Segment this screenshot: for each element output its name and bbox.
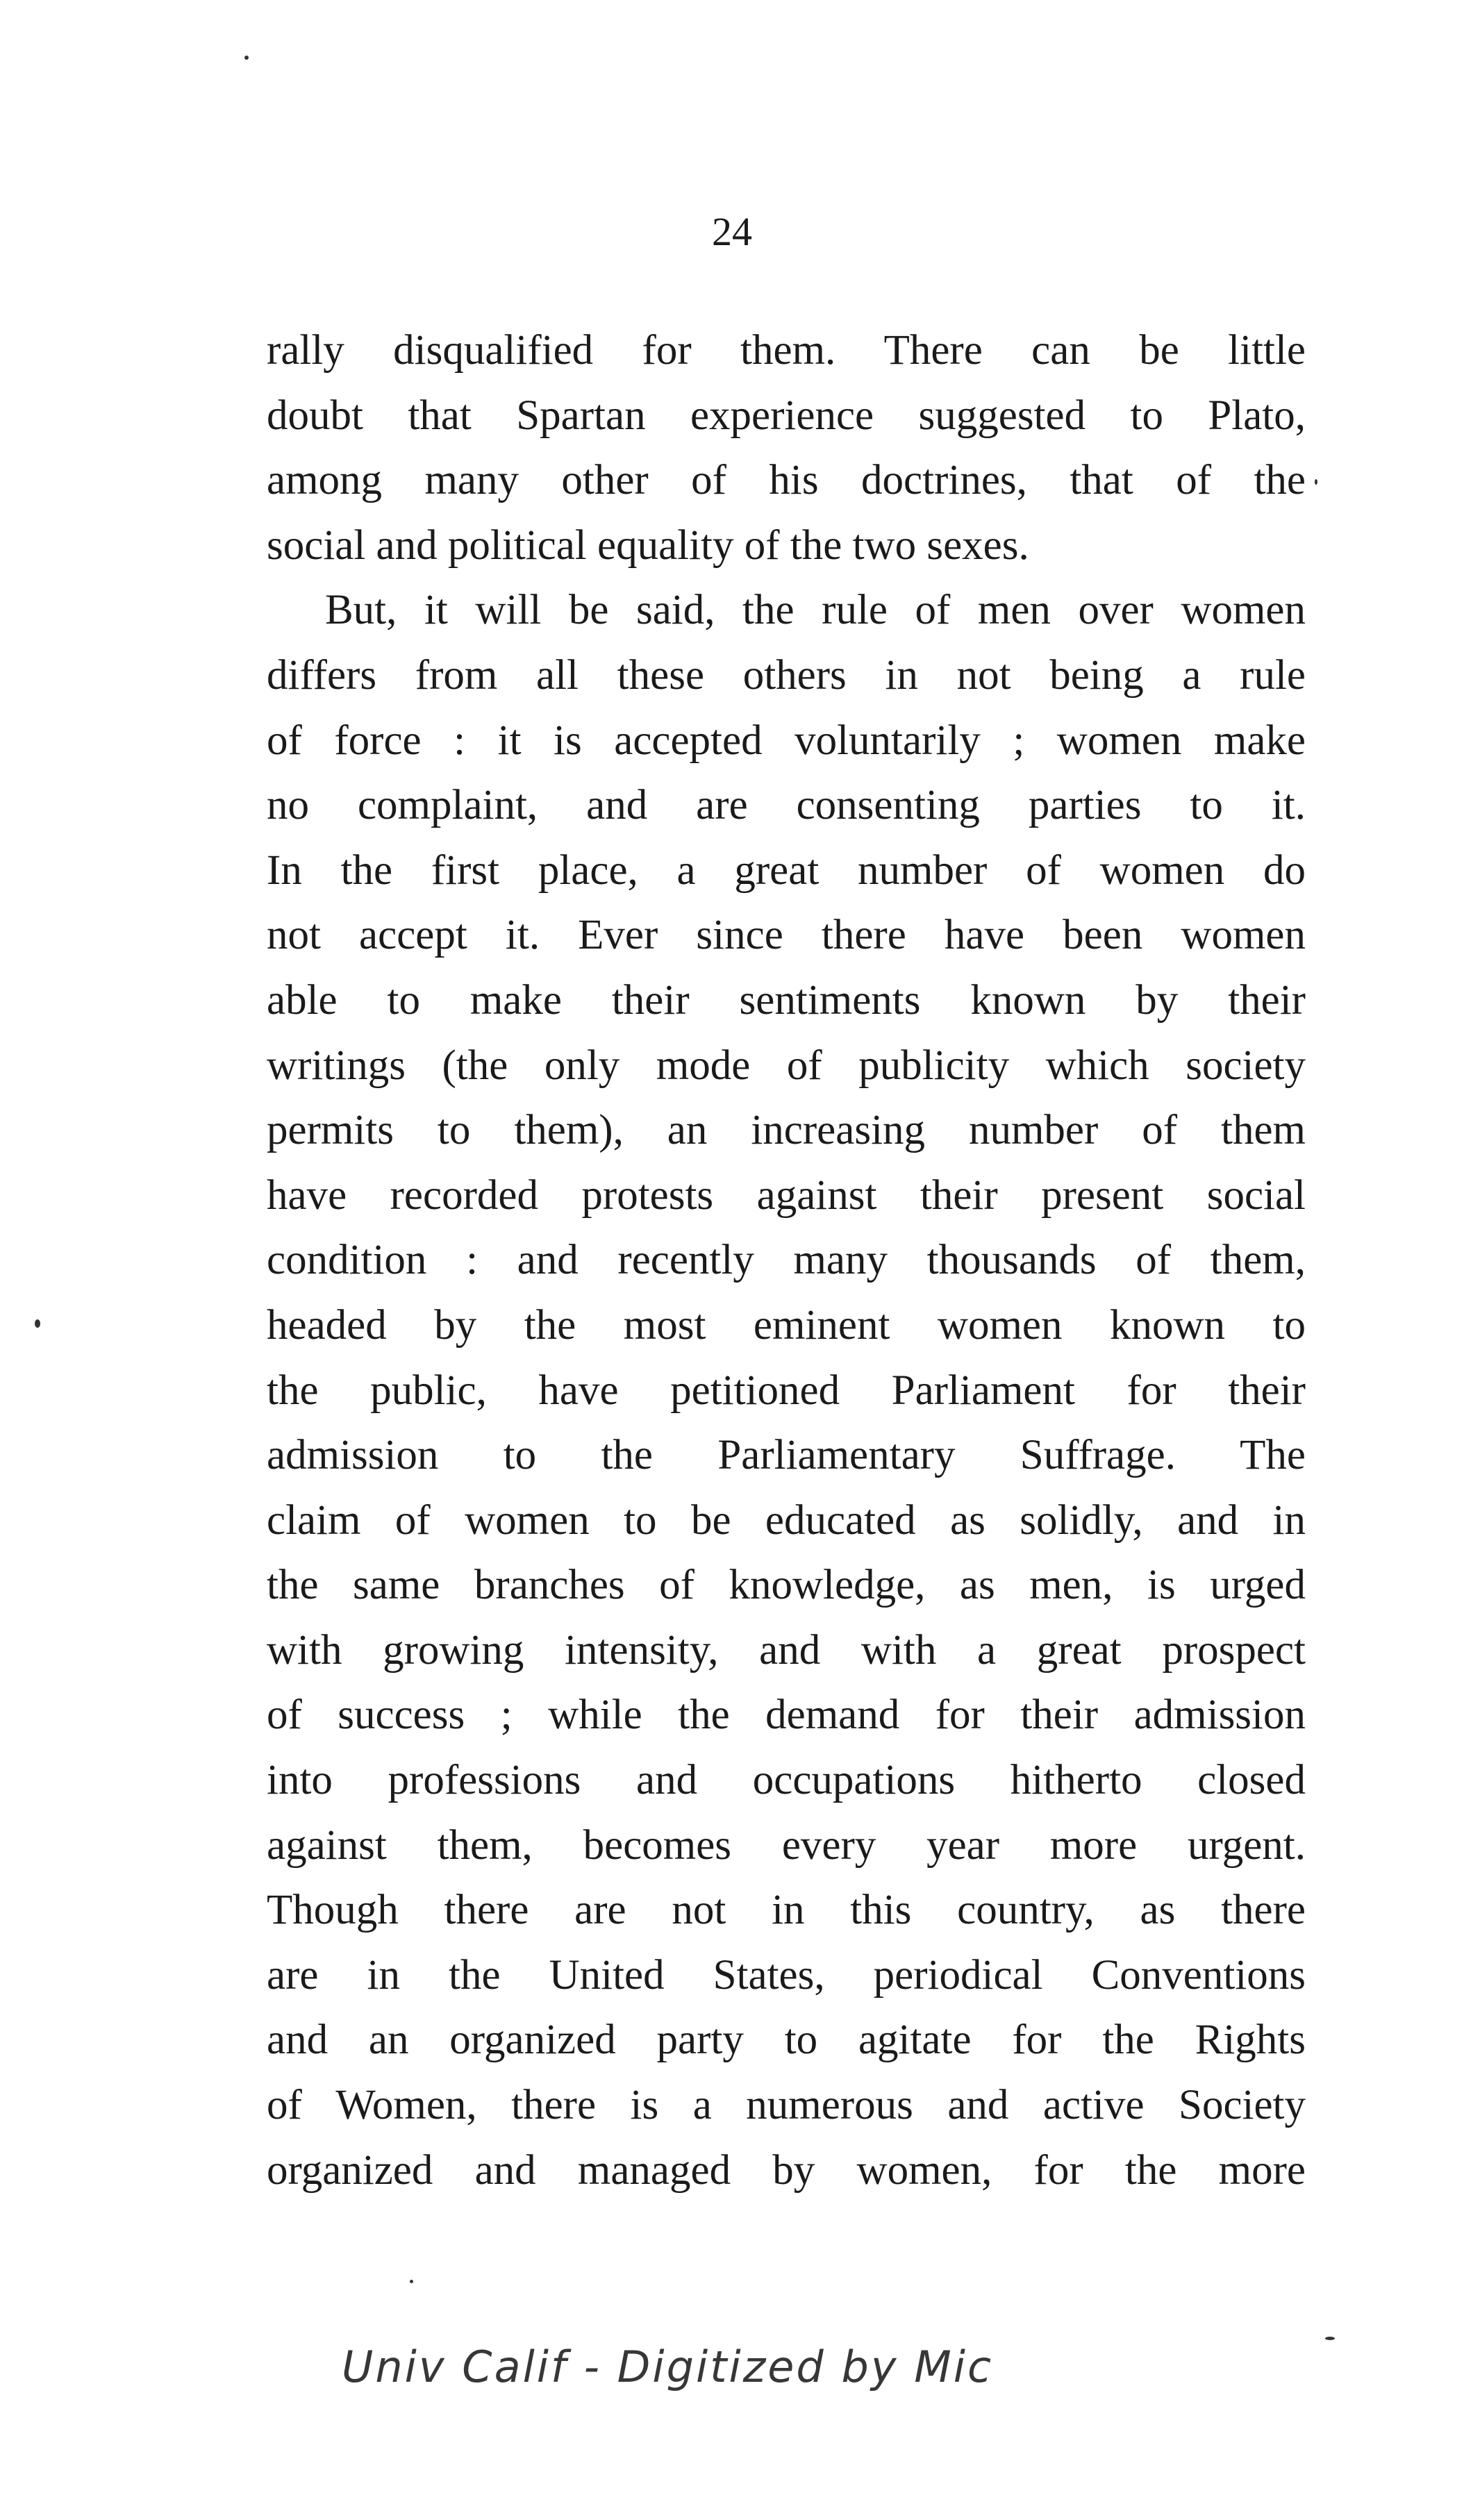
text-line: of Women, there is a numerous and active Society (267, 2082, 1306, 2129)
scan-speck (1315, 479, 1317, 485)
body-text (267, 318, 1306, 2203)
text-line: are in the United States, periodical Conventions (267, 1951, 1306, 1999)
text-line: organized and managed by women, for the more (267, 2146, 1306, 2194)
page-number: 24 (712, 209, 752, 254)
text-line: condition : and recently many thousands of them, (267, 1237, 1306, 1284)
text-line: against them, becomes every year more urgent. (267, 1821, 1306, 1869)
text-line: social and political equality of the two sexes. (267, 521, 1029, 569)
text-line: and an organized party to agitate for the Rights (267, 2017, 1306, 2064)
scan-speck (410, 2280, 413, 2283)
text-line: of force : it is accepted voluntarily ; women make (267, 717, 1306, 764)
text-line: doubt that Spartan experience suggested to Plato, (267, 392, 1306, 439)
text-line: of success ; while the demand for their admission (267, 1692, 1306, 1739)
text-line: Though there are not in this country, as there (267, 1887, 1306, 1934)
text-line: able to make their sentiments known by their (267, 976, 1306, 1024)
text-line: But, it will be said, the rule of men over women (325, 587, 1306, 634)
text-line: the same branches of knowledge, as men, is urged (267, 1562, 1306, 1609)
text-line: permits to them), an increasing number of them (267, 1107, 1306, 1154)
text-line: admission to the Parliamentary Suffrage. The (267, 1432, 1306, 1479)
digitization-watermark: Univ Calif - Digitized by Mic (342, 2342, 994, 2392)
text-line: writings (the only mode of publicity which society (267, 1042, 1306, 1089)
text-line: among many other of his doctrines, that of the (267, 457, 1306, 504)
text-line: not accept it. Ever since there have been women (267, 912, 1306, 959)
text-line: rally disqualified for them. There can be little (267, 327, 1306, 374)
text-line: have recorded protests against their present social (267, 1171, 1306, 1219)
scan-speck (1325, 2337, 1335, 2340)
text-line: into professions and occupations hitherto closed (267, 1757, 1306, 1804)
text-line: headed by the most eminent women known to (267, 1301, 1306, 1349)
text-line: differs from all these others in not being a rule (267, 651, 1306, 699)
text-line: no complaint, and are consenting parties to it. (267, 782, 1306, 829)
scan-speck (244, 56, 249, 60)
text-line: the public, have petitioned Parliament for their (267, 1367, 1306, 1414)
scan-speck (35, 1319, 40, 1328)
text-line: In the first place, a great number of women do (267, 846, 1306, 894)
text-line: with growing intensity, and with a great prospect (267, 1626, 1306, 1674)
text-line: claim of women to be educated as solidly, and in (267, 1496, 1306, 1544)
